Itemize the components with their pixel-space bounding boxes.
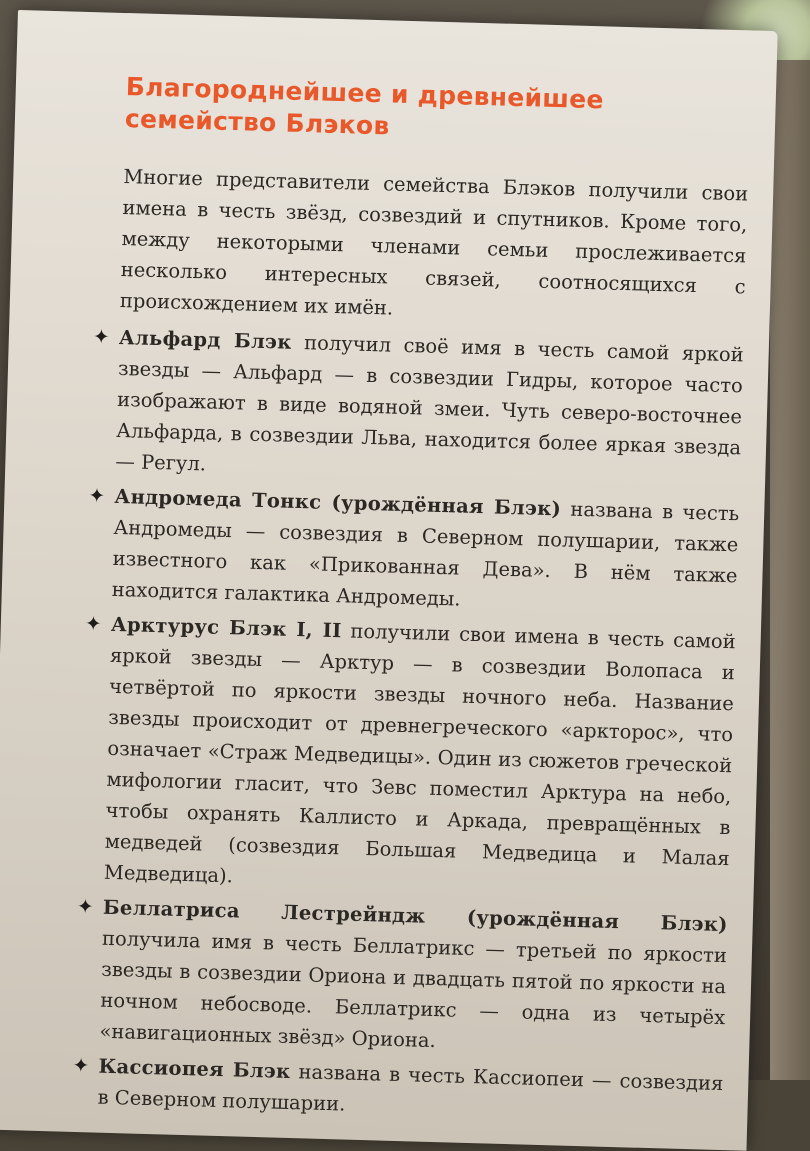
entry-name: Кассиопея Блэк (98, 1054, 291, 1084)
entry-name: Арктурус Блэк I, II (110, 612, 342, 643)
page-content (72, 71, 751, 1134)
entry-text: названа в честь Кассиопеи — созвездия в Северном полушарии. (97, 1060, 724, 1116)
book-page (0, 10, 778, 1151)
list-item (72, 1051, 724, 1130)
intro-paragraph: Многие представители семейства Блэков получили свои имена в честь звёзд, созвездий и спутников. Кроме того, между некоторыми членами семьи прослеживается несколько интересных связей, соотносящихся с происхождением их имён. (119, 165, 749, 320)
list-item (92, 322, 744, 494)
list-item (84, 609, 737, 905)
entry-name: Андромеда Тонкс (урождённая Блэк) (114, 484, 562, 521)
list-item (88, 481, 740, 622)
star-bullet-icon: ✦ (84, 611, 103, 636)
star-bullet-icon: ✦ (88, 483, 106, 508)
entry-text: названа в честь Андромеды — созвездия в Северном полушарии, также известного как «Прикованная Дева». В нём также находится галактика Андромеды. (111, 497, 740, 611)
star-bullet-icon: ✦ (72, 1052, 90, 1078)
entry-name: Альфард Блэк (118, 325, 292, 354)
entry-name: Беллатриса Лестрейндж (урождённая Блэк) (102, 895, 729, 937)
entry-text: получили свои имена в честь самой яркой звезды — Арктур — в созвездии Волопаса и четвёртой по яркости звезды ночного неба. Название звезды происходит от древнегреческого «аркторос», что означает «Страж Медведицы». Один из сюжетов греческой мифологии гласит, что Зевс поместил Арктура на небо, чтобы охранять Каллисто и Аркада, превращённых в медведей (созвездия Большая Медведица и Малая Медведица). (103, 619, 736, 888)
entry-text: получил своё имя в честь самой яркой звезды — Альфард — в созвездии Гидры, которое часто изображают в виде водяной змеи. Чуть северо-восточнее Альфарда, в созвездии Льва, находится более яркая звезда — Регул. (115, 330, 744, 476)
entry-text: получила имя в честь Беллатрикс — третьей по яркости звезды в созвездии Ориона и двадцать пятой по яркости на ночном небосводе. Беллатрикс — одна из четырёх «навигационных звёзд» Ориона. (99, 926, 728, 1053)
star-bullet-icon: ✦ (76, 894, 95, 919)
book-edge (770, 60, 810, 1080)
page-title: Благороднейшее и древнейшее семейство Блэков (124, 72, 605, 141)
star-bullet-icon: ✦ (92, 324, 111, 349)
list-item (76, 892, 729, 1064)
